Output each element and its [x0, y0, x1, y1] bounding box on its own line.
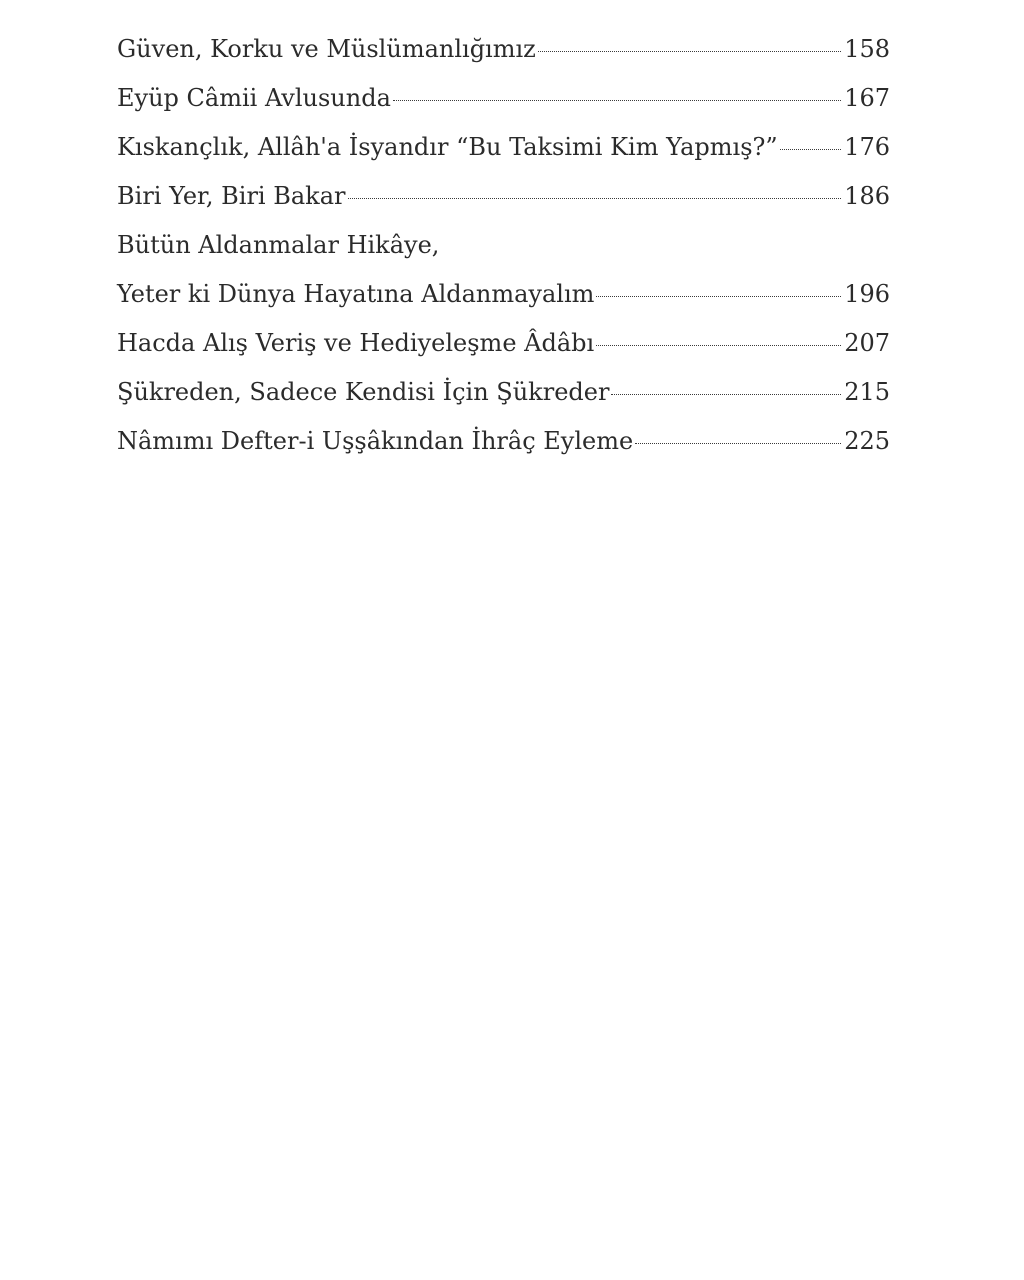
toc-entry-page: 215	[844, 378, 890, 406]
toc-entry-page: 176	[844, 133, 890, 161]
toc-entry	[117, 417, 890, 466]
toc-entry-page: 167	[844, 84, 890, 112]
toc-entry-title: Biri Yer, Biri Bakar	[117, 182, 346, 210]
dot-leader	[596, 296, 841, 297]
toc-entry	[117, 25, 890, 74]
toc-entry	[117, 270, 890, 319]
toc-entry	[117, 123, 890, 172]
toc-entry	[117, 172, 890, 221]
toc-entry-title: Nâmımı Defter-i Uşşâkından İhrâç Eyleme	[117, 427, 634, 455]
toc-entry	[117, 74, 890, 123]
toc-entry-page: 196	[844, 280, 890, 308]
dot-leader	[348, 198, 842, 199]
toc-entry-page: 186	[844, 182, 890, 210]
dot-leader	[780, 149, 842, 150]
toc-entry	[117, 319, 890, 368]
toc-entry-title: Kıskançlık, Allâh'a İsyandır “Bu Taksimi Kim Yapmış?”	[117, 133, 778, 161]
dot-leader	[635, 443, 841, 444]
dot-leader	[611, 394, 841, 395]
toc-entry-page: 225	[844, 427, 890, 455]
toc-entry-title: Eyüp Câmii Avlusunda	[117, 84, 391, 112]
toc-entry-page: 158	[844, 35, 890, 63]
dot-leader	[393, 100, 841, 101]
toc-entry	[117, 368, 890, 417]
dot-leader	[596, 345, 841, 346]
toc-entry-title: Bütün Aldanmalar Hikâye,	[117, 231, 440, 259]
toc-entry-title: Güven, Korku ve Müslümanlığımız	[117, 35, 536, 63]
table-of-contents	[117, 25, 890, 466]
toc-entry-title: Yeter ki Dünya Hayatına Aldanmayalım	[117, 280, 595, 308]
toc-entry-page: 207	[844, 329, 890, 357]
toc-entry-title: Hacda Alış Veriş ve Hediyeleşme Âdâbı	[117, 329, 595, 357]
toc-entry-title: Şükreden, Sadece Kendisi İçin Şükreder	[117, 378, 610, 406]
toc-entry-first-line	[117, 221, 890, 270]
dot-leader	[538, 51, 841, 52]
